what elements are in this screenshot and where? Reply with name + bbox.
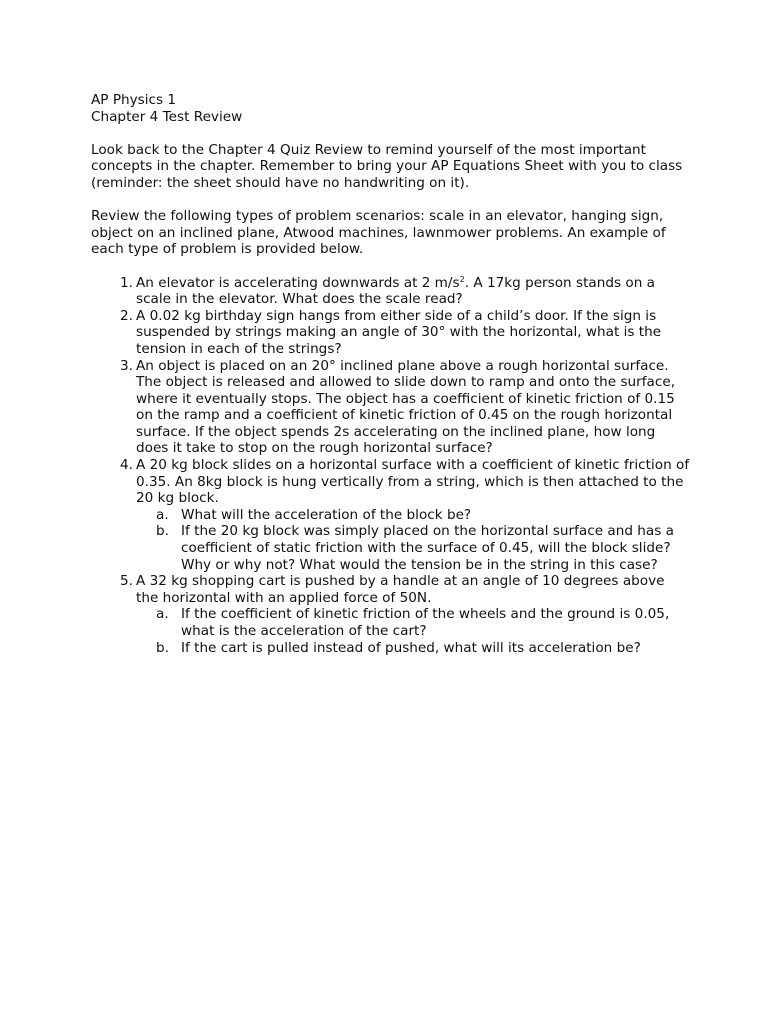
sub-question-letter: a. — [156, 506, 169, 523]
question-number: 1. — [120, 274, 133, 291]
spacer — [91, 258, 691, 275]
sub-question-letter: b. — [156, 639, 169, 656]
spacer — [91, 192, 691, 209]
question-item-4 — [91, 457, 691, 573]
sub-question-item — [136, 523, 691, 573]
document-title: Chapter 4 Test Review — [91, 108, 243, 125]
question-text: A 0.02 kg birthday sign hangs from either side of a child’s door. If the sign is suspended by strings making an angle of 30° with the horizontal, what is the tension in each of the strings? — [136, 307, 662, 357]
sub-question-list — [136, 507, 691, 573]
sub-question-item — [136, 640, 691, 657]
question-text: . A 17kg person stands on a scale in the elevator. What does the scale read? — [136, 274, 655, 308]
sub-question-letter: b. — [156, 523, 169, 540]
course-name: AP Physics 1 — [91, 92, 177, 108]
intro-paragraph-1: Look back to the Chapter 4 Quiz Review to remind yourself of the most important concepts in the chapter. Remember to bring your AP Equations Sheet with you to class (reminder: the sheet should have no handwriting on it). — [91, 141, 683, 191]
question-number: 3. — [120, 357, 133, 374]
intro-paragraph-2: Review the following types of problem scenarios: scale in an elevator, hanging sign, object on an inclined plane, Atwood machines, lawnmower problems. An example of each type of problem is provided below. — [91, 208, 666, 258]
sub-question-text: If the cart is pulled instead of pushed, what will its acceleration be? — [181, 639, 641, 656]
sub-question-text: If the 20 kg block was simply placed on the horizontal surface and has a coefficient of static friction with the surface of 0.45, will the block slide? Why or why not? What would the tension be in the string in this case? — [181, 523, 674, 573]
sub-question-text: If the coefficient of kinetic friction of the wheels and the ground is 0.05, what is the acceleration of the cart? — [181, 606, 670, 639]
question-item-5 — [91, 573, 691, 656]
sub-question-item — [136, 606, 691, 639]
sub-question-item — [136, 507, 691, 524]
superscript: 2 — [459, 274, 465, 284]
sub-question-text: What will the acceleration of the block be? — [181, 506, 472, 523]
question-list — [91, 275, 691, 657]
question-number: 4. — [120, 457, 133, 474]
spacer — [91, 125, 691, 142]
sub-question-list — [136, 606, 691, 656]
question-item-2 — [91, 308, 691, 358]
sub-question-letter: a. — [156, 606, 169, 623]
question-text: An object is placed on an 20° inclined plane above a rough horizontal surface. The object is released and allowed to slide down to ramp and onto the surface, where it eventually stops. The object has a coefficient of kinetic friction of 0.15 on the ramp and a coefficient of kinetic friction of 0.45 on the rough horizontal surface. If the object spends 2s accelerating on the inclined plane, how long does it take to stop on the rough horizontal surface? — [136, 357, 676, 457]
question-text: An elevator is accelerating downwards at 2 m/s — [136, 274, 460, 291]
question-number: 5. — [120, 573, 133, 590]
question-item-1 — [91, 275, 691, 308]
question-text: A 32 kg shopping cart is pushed by a handle at an angle of 10 degrees above the horizontal with an applied force of 50N. — [136, 573, 665, 606]
question-number: 2. — [120, 307, 133, 324]
document-page — [91, 92, 691, 656]
question-text: A 20 kg block slides on a horizontal surface with a coefficient of kinetic friction of 0.35. An 8kg block is hung vertically from a string, which is then attached to the 20 kg block. — [136, 457, 690, 507]
question-item-3 — [91, 358, 691, 458]
